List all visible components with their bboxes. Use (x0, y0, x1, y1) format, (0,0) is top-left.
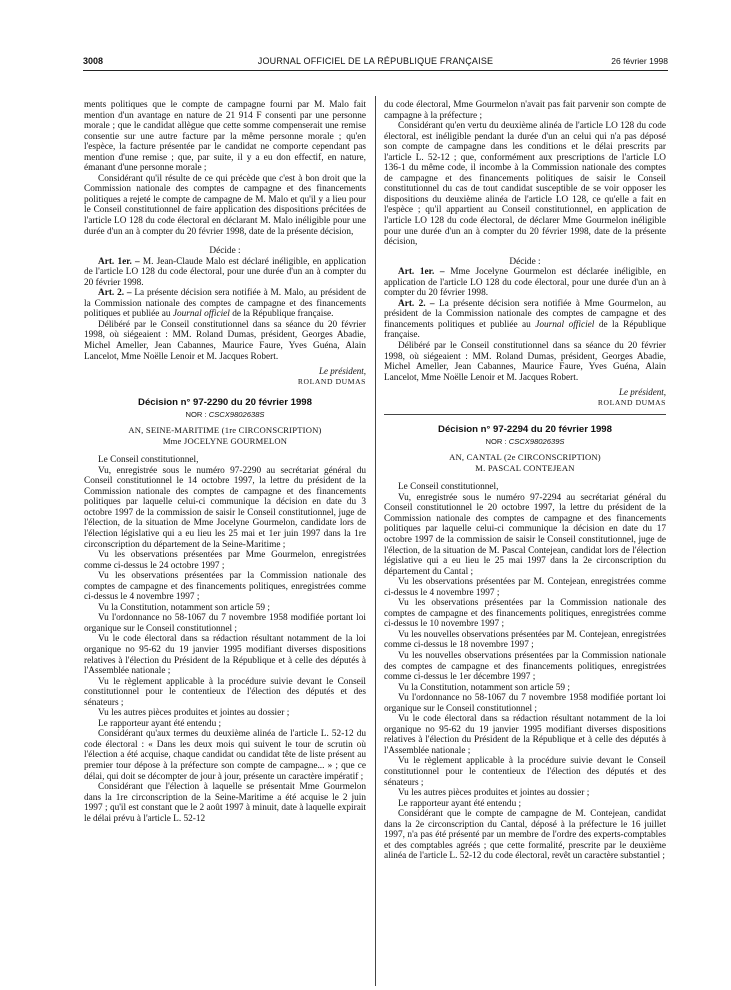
decide-heading: Décide : (509, 256, 541, 267)
header-rule (83, 70, 668, 71)
paragraph: Vu la Constitution, notamment son article 59 ; (98, 602, 270, 613)
paragraph: Vu les autres pièces produites et jointes au dossier ; (98, 708, 290, 719)
paragraph: Vu l'ordonnance no 58-1067 du 7 novembre 1958 modifiée portant loi organique sur le Conseil constitutionnel ; (84, 613, 366, 634)
paragraph: Considérant qu'il résulte de ce qui précède que c'est à bon droit que la Commission nationale des comptes de campagne et des financements politiques a rejeté le compte de campagne de M. Malo et qu'il y a lieu pour le Conseil constitutionnel de faire application des dispositions précitées de l'article LO 128 du code électoral en déclarant M. Malo inéligible pour une durée d'un an à compter du 20 février 1998, date de la présente décision, (84, 173, 366, 237)
paragraph: Vu, enregistrée sous le numéro 97-2294 au secrétariat général du Conseil constitutionnel le 20 octobre 1997, la lettre du président de la Commission nationale des comptes de campagne et des financements politiques par laquelle celui-ci communique la décision en date du 17 octobre 1997 de la commission de saisir le Conseil constitutionnel, juge de l'élection, de la situation de M. Pascal Contejean, candidat lors de l'élection législative qui a eu lieu le 25 mai 1997 dans la 2e circonscription du département du Cantal ; (384, 492, 666, 577)
article-text: M. Jean-Claude Malo est déclaré inéligible, en application de l'article LO 128 du code électoral, pour une durée d'un an à compter du 20 février 1998. (84, 256, 366, 288)
constituency: AN, SEINE-MARITIME (1re CIRCONSCRIPTION) (128, 425, 322, 436)
paragraph: Considérant que l'élection à laquelle se présentait Mme Gourmelon dans la 1re circonscription de la Seine-Maritime a été acquise le 2 juin 1997 ; qu'il est constant que le 2 août 1997 à minuit, date à laquelle expirait le délai prévu à l'article L. 52-12 (84, 782, 366, 824)
page-header (83, 56, 668, 70)
article-label: Art. 2. – (398, 298, 435, 309)
article-label: Art. 1er. – (398, 267, 445, 278)
right-column (384, 100, 666, 862)
nor-line: NOR : CSCX9802638S (185, 410, 265, 420)
left-column (84, 100, 366, 824)
article-label: Art. 2. – (98, 288, 132, 299)
paragraph: Vu, enregistrée sous le numéro 97-2290 au secrétariat général du Conseil constitutionnel le 14 octobre 1997, la lettre du président de la Commission nationale des comptes de campagne et des financements politiques par laquelle celui-ci communique la décision en date du 3 octobre 1997 de la commission de saisir le Conseil constitutionnel, juge de l'élection, de la situation de Mme Jocelyne Gourmelon, candidate lors de l'élection législative qui a eu lieu les 25 mai et 1er juin 1997 dans la 1re circonscription du département de la Seine-Maritime ; (84, 465, 366, 550)
paragraph: Vu les observations présentées par la Commission nationale des comptes de campagne et des financements politiques, enregistrées comme ci-dessus le 10 novembre 1997 ; (384, 598, 666, 630)
article-2 (384, 299, 666, 341)
article-text: Mme Jocelyne Gourmelon est déclarée inéligible, en application de l'article LO 128 du code électoral, pour une durée d'un an à compter du 20 février 1998. (384, 267, 666, 299)
article-1 (84, 257, 366, 289)
paragraph: ments politiques que le compte de campagne fourni par M. Malo fait mention d'un avantage en nature de 21 914 F consenti par une personne morale ; que le candidat allègue que cette somme compenserait une remise consentie sur une autre facture par la même personne morale ; qu'en l'espèce, la facture présentée par le candidat ne comporte cependant pas mention d'une remise ; que, par suite, il y a eu don effectif, en nature, émanant d'une personne morale ; (84, 100, 366, 174)
paragraph: Le rapporteur ayant été entendu ; (398, 798, 522, 809)
paragraph: Vu le règlement applicable à la procédure suivie devant le Conseil constitutionnel pour le contentieux de l'élection des députés et des sénateurs ; (384, 756, 666, 788)
nor-code: CSCX9802639S (508, 437, 565, 447)
paragraph: Vu les nouvelles observations présentées par M. Contejean, enregistrées comme ci-dessus le 18 novembre 1997 ; (384, 629, 666, 651)
paragraph: Vu l'ordonnance no 58-1067 du 7 novembre 1958 modifiée portant loi organique sur le Conseil constitutionnel ; (384, 693, 666, 714)
article-label: Art. 1er. – (98, 256, 140, 267)
signature (84, 366, 366, 387)
paragraph: Vu les observations présentées par Mme Gourmelon, enregistrées comme ci-dessus le 24 octobre 1997 ; (84, 550, 366, 571)
paragraph: Le Conseil constitutionnel, (398, 482, 499, 493)
decision-title: Décision n° 97-2290 du 20 février 1998 (138, 397, 312, 409)
paragraph: Considérant qu'aux termes du deuxième alinéa de l'article L. 52-12 du code électoral : « Dans les deux mois qui suivent le tour de scrutin où l'élection a été acquise, chaque candidat ou candidat tête de liste présent au premier tour dépose à la préfecture son compte de campagne... » ; que ce délai, qui doit se décompter de jour à jour, présente un caractère impératif ; (84, 729, 366, 782)
paragraph: Vu les observations présentées par M. Contejean, enregistrées comme ci-dessus le 4 novembre 1997 ; (384, 577, 666, 598)
paragraph: Vu la Constitution, notamment son article 59 ; (398, 682, 570, 693)
candidate-name: M. PASCAL CONTEJEAN (475, 462, 575, 473)
page-number: 3008 (83, 56, 104, 66)
paragraph: Le Conseil constitutionnel, (98, 455, 199, 466)
paragraph: Vu le règlement applicable à la procédure suivie devant le Conseil constitutionnel pour le contentieux de l'élection des députés et des sénateurs ; (84, 676, 366, 708)
paragraph: Vu les nouvelles observations présentées par la Commission nationale des comptes de campagne et des financements politiques, enregistrées comme ci-dessus le 1er décembre 1997 ; (384, 650, 666, 683)
issue-date: 26 février 1998 (611, 56, 668, 66)
deliberation: Délibéré par le Conseil constitutionnel dans sa séance du 20 février 1998, où siégeaient : MM. Roland Dumas, président, Georges Abadie, Michel Ameller, Jean Cabannes, Maurice Faure, Yves Guéna, Alain Lancelot, Mme Noëlle Lenoir et M. Jacques Robert. (84, 319, 366, 362)
article-text: La présente décision sera notifiée à M. Malo, au président de la Commission nationale des comptes de campagne et des financements politiques et publiée au (84, 288, 366, 320)
signature (384, 387, 666, 408)
journal-name: Journal officiel (535, 319, 595, 330)
nor-code: CSCX9802638S (208, 410, 265, 420)
decision-title: Décision n° 97-2294 du 20 février 1998 (438, 424, 612, 436)
paragraph: Le rapporteur ayant été entendu ; (98, 718, 222, 729)
article-1 (384, 267, 666, 299)
journal-name: Journal officiel (172, 309, 230, 320)
journal-title: JOURNAL OFFICIEL DE LA RÉPUBLIQUE FRANÇAISE (257, 56, 494, 66)
column-divider (375, 96, 376, 986)
paragraph: Considérant que le compte de campagne de M. Contejean, candidat dans la 2e circonscription du Cantal, déposé à la préfecture le 16 juillet 1997, n'a pas été présenté par un membre de l'ordre des experts-comptables et des comptables agréés ; que cette formalité, prescrite par le deuxième alinéa de l'article L. 52-12 du code électoral, revêt un caractère substantiel ; (384, 809, 666, 862)
paragraph: Considérant qu'en vertu du deuxième alinéa de l'article LO 128 du code électoral, est inéligible pendant la durée d'un an celui qui n'a pas déposé son compte de campagne dans les conditions et le délai prescrits par l'article L. 52-12 ; que, conformément aux prescriptions de l'article LO 136-1 du même code, il incombe à la Commission nationale des comptes de campagne et des financements politiques de saisir le Conseil constitutionnel du cas de tout candidat susceptible de se voir opposer les dispositions du deuxième alinéa de l'article LO 128, ce qu'elle a fait en l'espèce ; qu'il appartient au Conseil constitutionnel, en application de l'article LO 128 du code électoral, de déclarer Mme Gourmelon inéligible pour une durée d'un an à compter du 20 février 1998, date de la présente décision, (384, 121, 666, 248)
signature-title: Le président, (619, 387, 666, 398)
article-text: de la République française. (384, 319, 667, 341)
paragraph: Vu les observations présentées par la Commission nationale des comptes de campagne et des financements politiques, enregistrées comme ci-dessus le 4 novembre 1997 ; (84, 571, 366, 603)
constituency: AN, CANTAL (2e CIRCONSCRIPTION) (449, 452, 601, 463)
signature-title: Le président, (319, 366, 366, 377)
candidate-name: Mme JOCELYNE GOURMELON (162, 435, 288, 446)
paragraph: du code électoral, Mme Gourmelon n'avait pas fait parvenir son compte de campagne à la préfecture ; (384, 100, 666, 121)
article-2 (84, 288, 366, 320)
paragraph: Vu le code électoral dans sa rédaction résultant notamment de la loi organique no 95-62 du 19 janvier 1995 modifiant diverses dispositions relatives à l'élection du Président de la République et à celle des députés à l'Assemblée nationale ; (384, 714, 666, 756)
signature-name: ROLAND DUMAS (297, 376, 366, 386)
signature-name: ROLAND DUMAS (597, 397, 666, 407)
nor-line: NOR : CSCX9802639S (485, 437, 565, 447)
article-text: La présente décision sera notifiée à Mme Gourmelon, au président de la Commission nationale des comptes de campagne et des financements politiques et publiée au (384, 298, 667, 330)
deliberation: Délibéré par le Conseil constitutionnel dans sa séance du 20 février 1998, où siégeaient : MM. Roland Dumas, président, Georges Abadie, Michel Ameller, Jean Cabannes, Maurice Faure, Yves Guéna, Alain Lancelot, Mme Noëlle Lenoir et M. Jacques Robert. (384, 341, 666, 383)
paragraph: Vu les autres pièces produites et jointes au dossier ; (398, 788, 590, 799)
paragraph: Vu le code électoral dans sa rédaction résultant notamment de la loi organique no 95-62 du 19 janvier 1995 modifiant diverses dispositions relatives à l'élection du Président de la République et à celle des députés à l'Assemblée nationale ; (84, 634, 366, 677)
article-text: de la République française. (232, 309, 334, 320)
decide-heading: Décide : (209, 246, 241, 257)
